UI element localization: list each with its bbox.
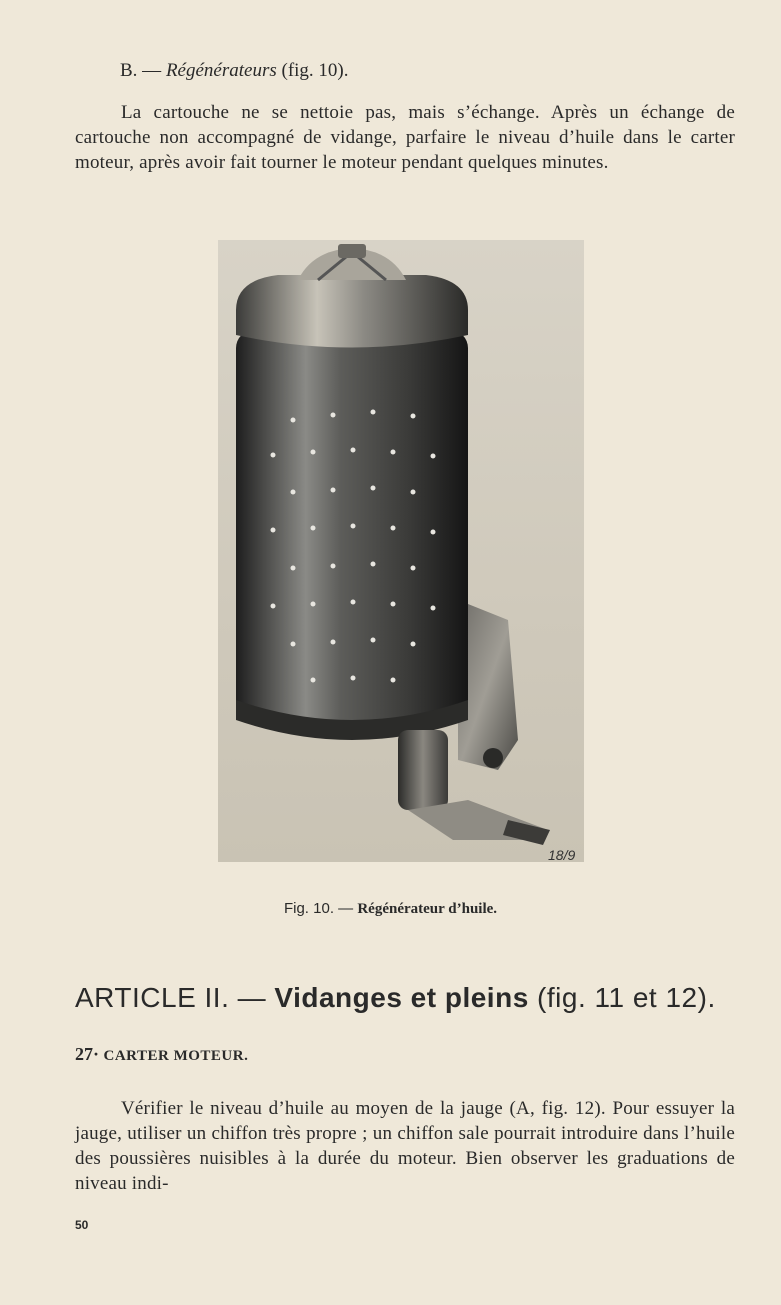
- article-prefix: ARTICLE II. —: [75, 982, 275, 1013]
- paragraph-b: La cartouche ne se nettoie pas, mais s’échange. Après un échange de cartouche non accompagné de vidange, parfaire le niveau d’huile dans le carter moteur, après avoir fait tourner le moteur pendant quelques minutes.: [75, 102, 735, 173]
- section-b-prefix: B. —: [120, 60, 166, 81]
- section-27-heading: [75, 1044, 248, 1065]
- article-title: Vidanges et pleins: [274, 982, 529, 1013]
- section-27-number: 27·: [75, 1044, 100, 1064]
- section-b-suffix: (fig. 10).: [276, 60, 349, 81]
- section-27-title: CARTER MOTEUR.: [103, 1048, 249, 1064]
- article-heading: [75, 982, 735, 1014]
- regenerator-photo: [218, 240, 584, 862]
- figure-caption-prefix: Fig. 10. —: [283, 900, 358, 917]
- paragraph-27: Vérifier le niveau d’huile au moyen de la jauge (A, fig. 12). Pour essuyer la jauge, utiliser un chiffon très propre ; un chiffon sale pourrait introduire dans l’huile des poussières nuisibles à la durée du moteur. Bien observer les graduations de niveau indi-: [75, 1098, 735, 1194]
- regenerator-illustration: [218, 240, 584, 862]
- article-suffix: (fig. 11 et 12).: [528, 982, 716, 1013]
- section-b-title: Régénérateurs: [165, 60, 277, 81]
- figure-number-mark: 18/9: [548, 847, 576, 862]
- page-number: 50: [75, 1218, 89, 1232]
- section-b-heading: [120, 60, 349, 82]
- figure-caption: [0, 900, 781, 918]
- figure-caption-title: Régénérateur d’huile.: [357, 901, 498, 917]
